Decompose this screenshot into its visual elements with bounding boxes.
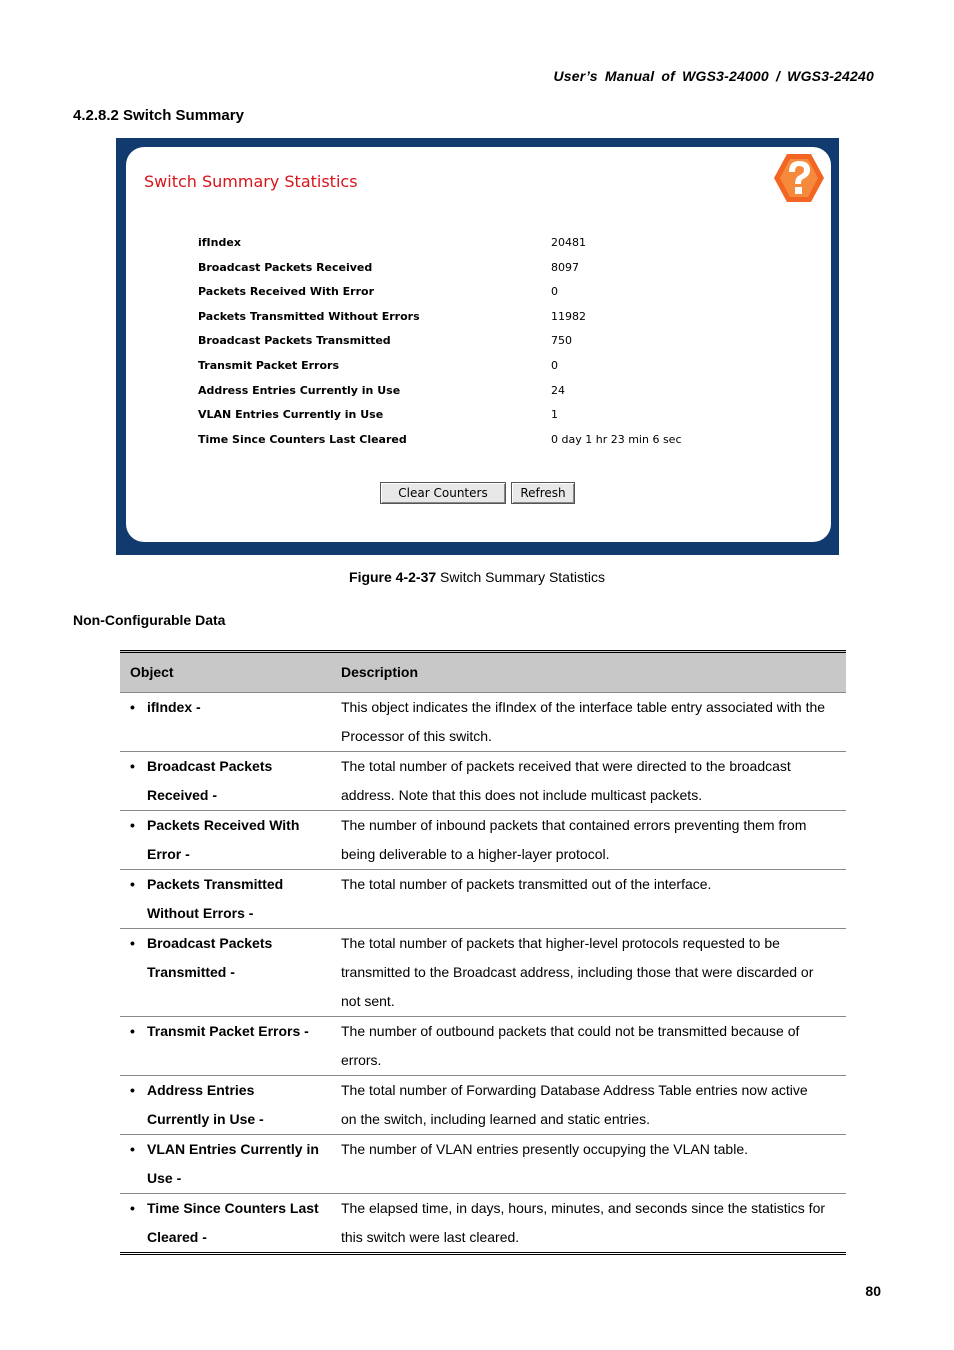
object-name: Broadcast Packets bbox=[147, 935, 273, 951]
stat-row bbox=[198, 282, 758, 307]
stat-row bbox=[198, 381, 758, 406]
stat-value: 24 bbox=[551, 383, 565, 397]
description-line: on the switch, including learned and static entries. bbox=[341, 1111, 650, 1127]
object-name: Packets Transmitted bbox=[147, 876, 284, 892]
clear-counters-button[interactable]: Clear Counters bbox=[380, 482, 506, 504]
page-number: 80 bbox=[865, 1283, 881, 1299]
table-row bbox=[120, 1016, 846, 1075]
object-name: Received - bbox=[147, 787, 218, 803]
table-row bbox=[120, 869, 846, 928]
non-configurable-heading: Non-Configurable Data bbox=[73, 612, 226, 628]
description-line bbox=[341, 899, 841, 928]
object-name: Cleared - bbox=[147, 1229, 207, 1245]
stat-value: 0 day 1 hr 23 min 6 sec bbox=[551, 432, 682, 446]
header-object: Object bbox=[130, 664, 174, 680]
description-line: being deliverable to a higher-layer protocol. bbox=[341, 846, 610, 862]
description-line: The total number of packets received that were directed to the broadcast bbox=[341, 758, 791, 774]
bullet-icon: • bbox=[130, 876, 135, 892]
question-mark-icon[interactable] bbox=[768, 148, 830, 208]
description-line: The elapsed time, in days, hours, minutes, and seconds since the statistics for bbox=[341, 1200, 826, 1216]
description-cell bbox=[341, 1135, 841, 1193]
stat-label: Address Entries Currently in Use bbox=[198, 383, 401, 397]
description-line: The number of outbound packets that could not be transmitted because of bbox=[341, 1023, 800, 1039]
figure-caption bbox=[0, 569, 954, 585]
object-cell bbox=[130, 693, 330, 722]
object-name: Without Errors - bbox=[147, 905, 254, 921]
stat-row bbox=[198, 430, 758, 455]
figure-text: Switch Summary Statistics bbox=[436, 569, 605, 585]
manual-header-title: User’s Manual of WGS3-24000 / WGS3-24240 bbox=[553, 68, 874, 84]
section-heading: 4.2.8.2 Switch Summary bbox=[73, 107, 244, 124]
object-name: Time Since Counters Last bbox=[147, 1200, 319, 1216]
object-name: Address Entries bbox=[147, 1082, 255, 1098]
table-header bbox=[120, 650, 846, 692]
description-line: address. Note that this does not include multicast packets. bbox=[341, 787, 703, 803]
statistics-list bbox=[198, 233, 758, 454]
object-cell bbox=[130, 1194, 330, 1252]
bullet-icon: • bbox=[130, 699, 135, 715]
object-name: Packets Received With bbox=[147, 817, 300, 833]
object-cell bbox=[130, 752, 330, 810]
table-row bbox=[120, 928, 846, 1016]
object-name: Broadcast Packets bbox=[147, 758, 273, 774]
description-cell bbox=[341, 752, 841, 810]
bullet-icon: • bbox=[130, 758, 135, 774]
stat-row bbox=[198, 307, 758, 332]
table-row bbox=[120, 692, 846, 751]
stat-label: Transmit Packet Errors bbox=[198, 358, 340, 372]
bullet-icon: • bbox=[130, 817, 135, 833]
stat-row bbox=[198, 331, 758, 356]
table-row bbox=[120, 1075, 846, 1134]
object-name: Transmit Packet Errors - bbox=[147, 1023, 309, 1039]
stat-row bbox=[198, 233, 758, 258]
statistics-panel bbox=[126, 147, 831, 542]
object-name: Error - bbox=[147, 846, 190, 862]
object-cell bbox=[130, 1135, 330, 1193]
description-cell bbox=[341, 870, 841, 928]
bullet-icon: • bbox=[130, 1141, 135, 1157]
description-line: The number of VLAN entries presently occupying the VLAN table. bbox=[341, 1141, 748, 1157]
stat-value: 0 bbox=[551, 285, 558, 299]
stat-row bbox=[198, 258, 758, 283]
figure-label: Figure 4-2-37 bbox=[349, 569, 437, 585]
table-row bbox=[120, 810, 846, 869]
table-body bbox=[120, 692, 846, 1252]
object-cell bbox=[130, 1076, 330, 1134]
object-name: Currently in Use - bbox=[147, 1111, 264, 1127]
object-cell bbox=[130, 811, 330, 869]
description-line: The total number of packets that higher-level protocols requested to be bbox=[341, 935, 780, 951]
description-line: This object indicates the ifIndex of the interface table entry associated with the bbox=[341, 699, 826, 715]
description-line: this switch were last cleared. bbox=[341, 1229, 520, 1245]
description-line: transmitted to the Broadcast address, including those that were discarded or bbox=[341, 964, 814, 980]
description-line: Processor of this switch. bbox=[341, 728, 492, 744]
object-name: ifIndex - bbox=[147, 699, 201, 715]
object-cell bbox=[130, 929, 330, 987]
refresh-button[interactable]: Refresh bbox=[511, 482, 575, 504]
object-name: VLAN Entries Currently in bbox=[147, 1141, 319, 1157]
table-end-rule bbox=[120, 1252, 846, 1255]
stat-value: 11982 bbox=[551, 309, 586, 323]
description-line: The number of inbound packets that contained errors preventing them from bbox=[341, 817, 807, 833]
object-cell bbox=[130, 870, 330, 928]
bullet-icon: • bbox=[130, 1082, 135, 1098]
bullet-icon: • bbox=[130, 1023, 135, 1039]
panel-title: Switch Summary Statistics bbox=[144, 172, 358, 191]
stat-value: 8097 bbox=[551, 260, 579, 274]
stat-row bbox=[198, 405, 758, 430]
stat-value: 0 bbox=[551, 358, 558, 372]
stat-label: Packets Transmitted Without Errors bbox=[198, 309, 420, 323]
description-line bbox=[341, 1164, 841, 1193]
table-row bbox=[120, 1193, 846, 1252]
stat-label: Broadcast Packets Transmitted bbox=[198, 334, 391, 348]
description-line: not sent. bbox=[341, 993, 395, 1009]
bullet-icon: • bbox=[130, 935, 135, 951]
description-cell bbox=[341, 929, 841, 1016]
description-line: The total number of packets transmitted out of the interface. bbox=[341, 876, 712, 892]
header-description: Description bbox=[341, 664, 419, 680]
table-row bbox=[120, 1134, 846, 1193]
table-row bbox=[120, 751, 846, 810]
description-cell bbox=[341, 1194, 841, 1252]
object-name: Transmitted - bbox=[147, 964, 235, 980]
object-name: Use - bbox=[147, 1170, 182, 1186]
data-table bbox=[120, 650, 846, 1255]
stat-label: ifIndex bbox=[198, 236, 241, 249]
description-cell bbox=[341, 811, 841, 869]
stat-label: Broadcast Packets Received bbox=[198, 260, 373, 274]
switch-summary-screenshot bbox=[116, 138, 839, 555]
stat-value: 20481 bbox=[551, 236, 586, 249]
description-cell bbox=[341, 1076, 841, 1134]
bullet-icon: • bbox=[130, 1200, 135, 1216]
description-line: errors. bbox=[341, 1052, 382, 1068]
object-cell bbox=[130, 1017, 330, 1046]
stat-value: 1 bbox=[551, 408, 558, 422]
stat-label: VLAN Entries Currently in Use bbox=[198, 408, 384, 422]
stat-label: Time Since Counters Last Cleared bbox=[198, 432, 407, 446]
description-line: The total number of Forwarding Database Address Table entries now active bbox=[341, 1082, 808, 1098]
stat-label: Packets Received With Error bbox=[198, 285, 375, 299]
description-cell bbox=[341, 693, 841, 751]
description-cell bbox=[341, 1017, 841, 1075]
stat-value: 750 bbox=[551, 334, 572, 348]
stat-row bbox=[198, 356, 758, 381]
